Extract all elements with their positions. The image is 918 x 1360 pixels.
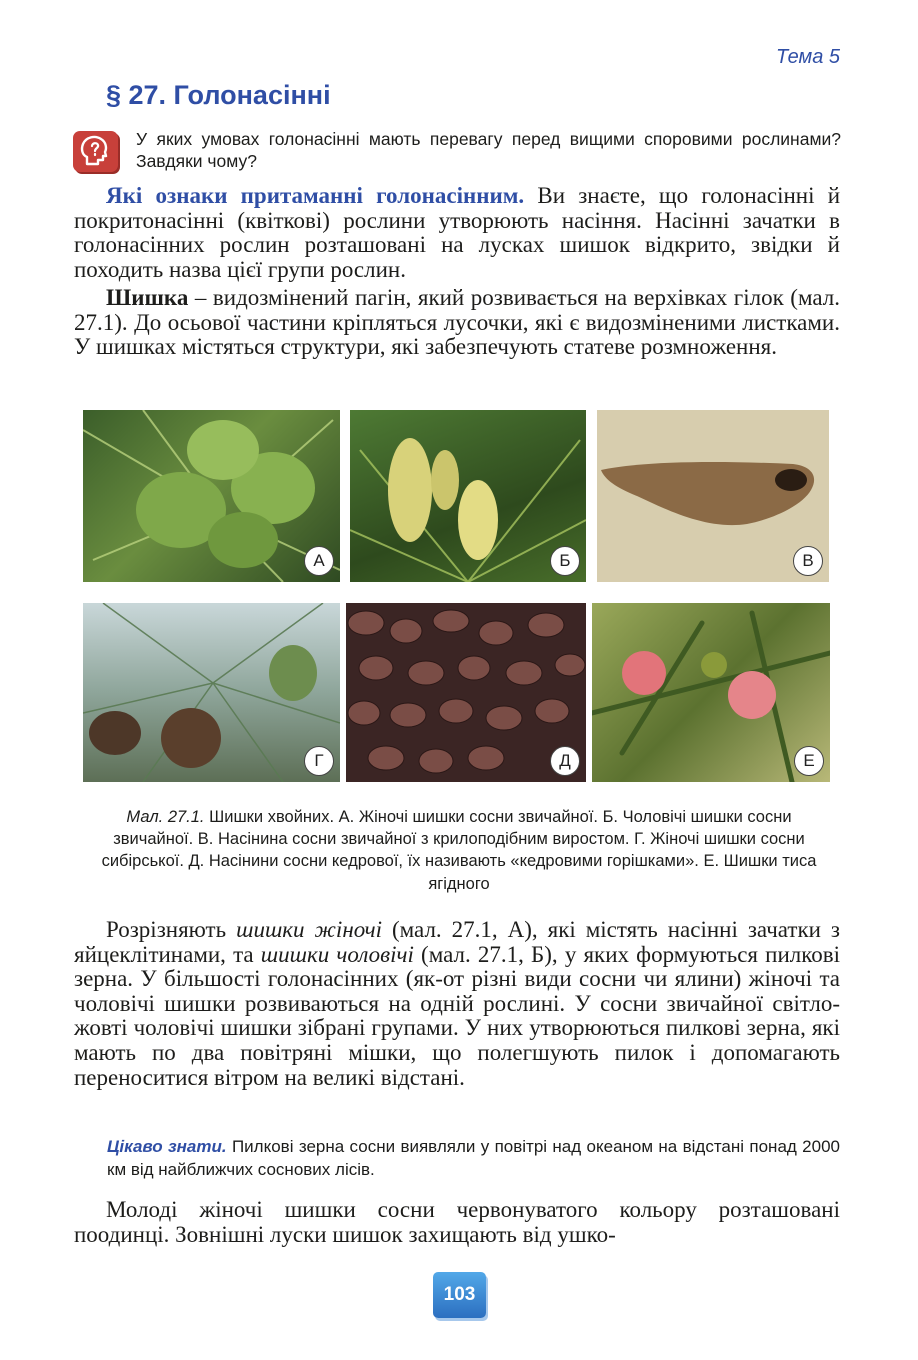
caption-label: Мал. 27.1.	[126, 808, 205, 826]
fact-label: Цікаво знати.	[107, 1137, 227, 1156]
question-icon	[73, 131, 118, 172]
intro-question: У яких умовах голонасінні мають перевагу перед вищими споровими рослинами? Завдяки чому?	[136, 129, 841, 171]
caption-text: Шишки хвойних. А. Жіночі шишки сосни звичайної. Б. Чоловічі шишки сосни звичайної. В. Насінина сосни звичайної з крилоподібним виростом. Г. Жіночі шишки сосни сибірської. Д. Насінини сосни кедрової, їх називають «кедровими горішками». Е. Шишки тиса ягідного	[101, 808, 817, 893]
paragraph-cone	[74, 286, 840, 360]
photo-g-siberian-pine-cones	[83, 603, 340, 782]
paragraph-text: Ви знаєте, що голонасінні й покритонасінні (квіткові) рослини утворюють насіння. Насінні зачатки в голонасінних рослин розташовані на лусках шишок відкрито, звідки й походить назва цієї групи рослин.	[74, 183, 841, 282]
figure-badge-a: А	[304, 546, 334, 576]
paragraph-text: Розрізняють	[106, 917, 237, 942]
figure-badge-d: Д	[550, 746, 580, 776]
term-female-cones: шишки жіночі	[236, 917, 382, 942]
paragraph-cone-types	[74, 918, 840, 1090]
paragraph-text: (мал. 27.1, А), які містять насінні зачатки з яйцеклітинами, та	[74, 917, 840, 967]
green-cones-illustration	[83, 410, 340, 582]
paragraph-signs	[74, 184, 840, 282]
photo-e-yew-cones	[592, 603, 830, 782]
topic-label: Тема 5	[776, 46, 840, 68]
paragraph-young-cones	[74, 1198, 840, 1247]
interesting-fact	[107, 1136, 840, 1181]
figure-badge-g: Г	[304, 746, 334, 776]
paragraph-text: – видозмінений пагін, який розвивається на верхівках гілок (мал. 27.1). До осьової частини кріпляться лусочки, які є видозміненими листками. У шишках містяться структури, які забезпечують статеве розмноження.	[74, 285, 840, 360]
section-title: § 27. Голонасінні	[106, 80, 331, 110]
figure-badge-e: Е	[794, 746, 824, 776]
photo-c-winged-seed	[597, 410, 829, 582]
term-cone: Шишка	[106, 285, 189, 310]
photo-a-female-pine-cones	[83, 410, 340, 582]
brown-cones-illustration	[83, 603, 340, 782]
photo-d-pine-nuts	[346, 603, 586, 782]
photo-b-male-pine-cones	[350, 410, 586, 582]
paragraph-text: Молоді жіночі шишки сосни червонуватого кольору розташовані поодинці. Зовнішні луски шишок захищають від ушко-	[74, 1197, 840, 1247]
paragraph-text: (мал. 27.1, Б), у яких формуються пилкові зерна. У більшості голонасінних (як-от різні види сосни чи ялини) жіночі та чоловічі шишки розвиваються на одній рослині. У сосни звичайної світло-жовті чоловічі шишки зібрані групами. У них утворюються пилкові зерна, які мають по два повітряні мішки, що полегшують пилок і допомагають переноситися вітром на великі відстані.	[74, 941, 841, 1090]
question-head-icon	[73, 131, 118, 172]
term-male-cones: шишки чоловічі	[260, 941, 414, 967]
figure-badge-b: Б	[550, 546, 580, 576]
paragraph-lead: Які ознаки притаманні голонасінним.	[106, 183, 525, 208]
figure-badge-c: В	[793, 546, 823, 576]
figure-caption	[100, 806, 818, 895]
fact-text: Пилкові зерна сосни виявляли у повітрі над океаном на відстані понад 2000 км від найближчих соснових лісів.	[107, 1137, 840, 1179]
page-number: 103	[433, 1272, 486, 1318]
